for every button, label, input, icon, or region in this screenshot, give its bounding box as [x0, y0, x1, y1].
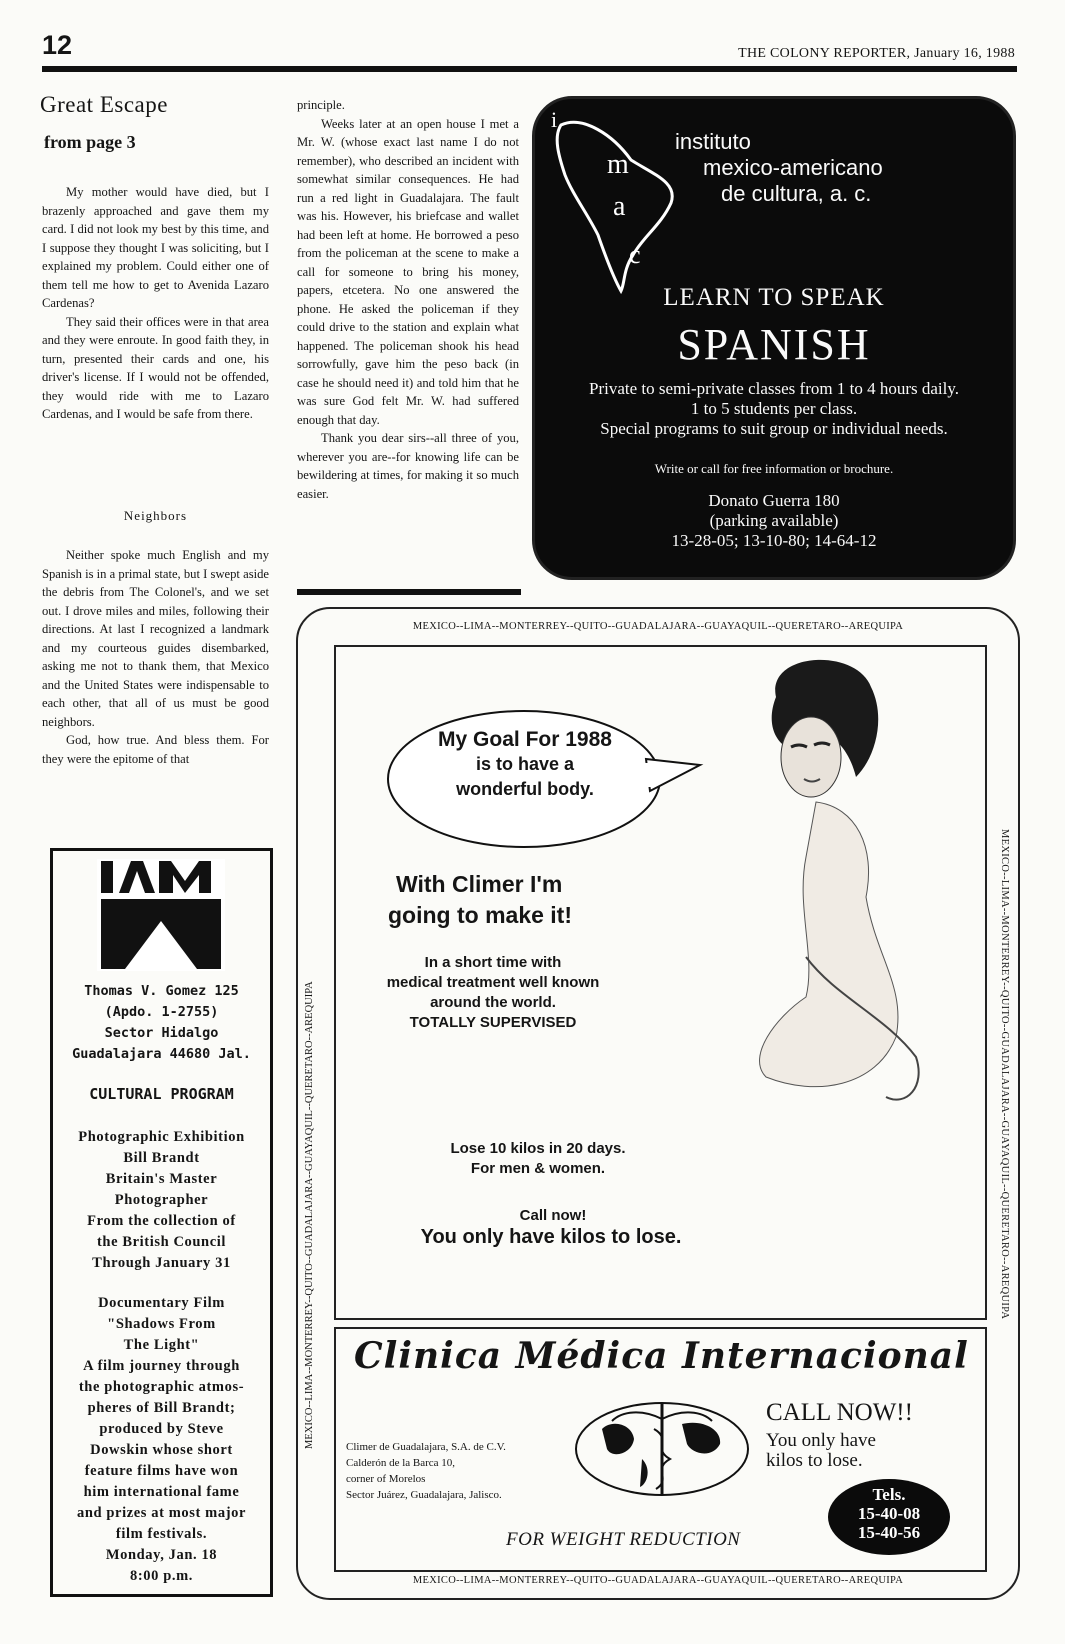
clinic-panel	[334, 1327, 987, 1572]
only-have-text: You only have kilos to lose.	[766, 1430, 876, 1471]
south-america-map-icon	[543, 105, 693, 295]
paragraph: My mother would have died, but I brazenly approached and gave them my card. I did not look my best by this time, and I suppose they thought I was soliciting, but I explained my problem. Could either one of them tell me how to get to Avenida Lazaro Cardenas?	[42, 185, 269, 310]
cities-right-vertical: MEXICO--LIMA--MONTERREY--QUITO--GUADALAJARA--GUAYAQUIL--QUERETARO--AREQUIPA	[999, 829, 1010, 1320]
paragraph: principle.	[297, 98, 345, 112]
cultural-program-box	[50, 848, 273, 1597]
article-headline: Great Escape	[40, 92, 168, 117]
spanish-headline: SPANISH	[677, 320, 871, 369]
call-now-heading: CALL NOW!!	[766, 1399, 913, 1426]
globe-caduceus-icon	[572, 1399, 752, 1499]
svg-text:a: a	[613, 191, 626, 222]
parking-line: (parking available)	[709, 511, 839, 530]
iam-logo-icon	[97, 859, 225, 971]
students-line: 1 to 5 students per class.	[690, 399, 858, 418]
only-kilos-text: You only have kilos to lose.	[420, 1226, 682, 1248]
paragraph: Neither spoke much English and my Spanish is in a primal state, but I swept aside the debris from The Colonel's, and we set out. I drove miles and miles, following their directions. At last I recognized a landmark and my courteous guides disembarked, asking me not to thank them, that Mexico and the United States were indispensable to each other, that all of us must be good neighbors.	[42, 548, 269, 729]
speech-bubble-text: My Goal For 1988 is to have a wonderful body.	[438, 728, 612, 799]
telephone-badge: Tels. 15-40-08 15-40-56	[828, 1479, 950, 1555]
article-column-2	[297, 96, 519, 503]
svg-text:m: m	[607, 149, 629, 180]
article-column-1	[42, 183, 269, 424]
program-title: CULTURAL PROGRAM	[89, 1085, 234, 1103]
article-column-1-continued	[42, 546, 269, 768]
exhibition-details: Photographic Exhibition Bill Brandt Britain's Master Photographer From the collection of the British Council Through January 31	[78, 1129, 245, 1271]
climer-weight-loss-ad	[296, 607, 1020, 1600]
paragraph: They said their offices were in that area and they were enroute. In good faith they, in turn, presented their cards and one, his driver's license. If I would not be offended, they would ride with me to Lazaro Cardenas, and I would be safe from there.	[42, 314, 269, 421]
cities-left-vertical: MEXICO--LIMA--MONTERREY--QUITO--GUADALAJARA--GUAYAQUIL--QUERETARO--AREQUIPA	[304, 981, 315, 1449]
climer-headline: With Climer I'm going to make it!	[388, 871, 572, 928]
iam-address: Thomas V. Gomez 125 (Apdo. 1-2755) Sector Hidalgo Guadalajara 44680 Jal.	[72, 983, 251, 1062]
address-line: Donato Guerra 180	[708, 491, 840, 510]
call-now-text: Call now!	[519, 1207, 587, 1224]
treatment-text: In a short time with medical treatment well known around the world. TOTALLY SUPERVISED	[386, 954, 600, 1031]
running-head: THE COLONY REPORTER, January 16, 1988	[738, 46, 1015, 61]
cities-bottom: MEXICO--LIMA--MONTERREY--QUITO--GUADALAJARA--GUAYAQUIL--QUERETARO--AREQUIPA	[412, 1575, 904, 1586]
programs-line: Special programs to suit group or individual needs.	[600, 419, 948, 438]
weight-reduction-line: FOR WEIGHT REDUCTION	[506, 1529, 741, 1550]
lose-kilos-text: Lose 10 kilos in 20 days. For men & women.	[450, 1140, 626, 1177]
paragraph: Thank you dear sirs--all three of you, wherever you are--for knowing life can be bewildering at times, for making it so much easier.	[297, 431, 519, 501]
paragraph: Weeks later at an open house I met a Mr. W. (whose exact last name I do not remember), who described an incident with somewhat similar consequences. He had run a red light in Guadalajara. The fault was his. However, his briefcase and wallet had been left at home. He borrowed a peso from the policeman at the scene to make a call for someone to bring his money, papers, etcetera. No one answered the phone. He asked the policeman if they could drive to the station and explain what happened. The policeman shook his head sorrowfully, gave him the peso back (in case he should need it) and told him that he was sure God felt Mr. W. had suffered enough that day.	[297, 116, 519, 427]
section-subhead: Neighbors	[123, 508, 188, 523]
article-jump-line: from page 3	[44, 132, 136, 152]
header-rule	[42, 66, 1017, 72]
svg-text:IAM: IAM	[161, 963, 163, 964]
classes-line: Private to semi-private classes from 1 to 4 hours daily.	[589, 379, 959, 398]
climer-main-panel	[334, 645, 987, 1320]
woman-photo	[706, 657, 956, 1137]
column-end-rule	[297, 589, 521, 595]
paragraph: God, how true. And bless them. For they were the epitome of that	[42, 733, 269, 766]
svg-text:i: i	[551, 107, 558, 132]
learn-to-speak: LEARN TO SPEAK	[663, 284, 885, 311]
cities-top: MEXICO--LIMA--MONTERREY--QUITO--GUADALAJARA--GUAYAQUIL--QUERETARO--AREQUIPA	[412, 621, 904, 632]
clinic-address: Climer de Guadalajara, S.A. de C.V. Calderón de la Barca 10, corner of Morelos Sector Juárez, Guadalajara, Jalisco.	[346, 1441, 506, 1501]
clinic-name: Clinica Médica Internacional	[354, 1335, 969, 1377]
phone-line: 13-28-05; 13-10-80; 14-64-12	[671, 531, 877, 550]
svg-text:c: c	[629, 240, 641, 269]
film-details: Documentary Film "Shadows From The Light" A film journey through the photographic atmos- pheres of Bill Brandt; produced by Steve Dowskin whose short feature films have won him international fame and prizes at most major film festivals. Monday, Jan. 18 8:00 p.m.	[76, 1295, 247, 1584]
page-number: 12	[42, 30, 73, 60]
institute-name: instituto mexico-americano de cultura, a. c.	[675, 129, 883, 206]
spanish-school-ad	[532, 96, 1016, 580]
brochure-line: Write or call for free information or brochure.	[654, 461, 894, 476]
